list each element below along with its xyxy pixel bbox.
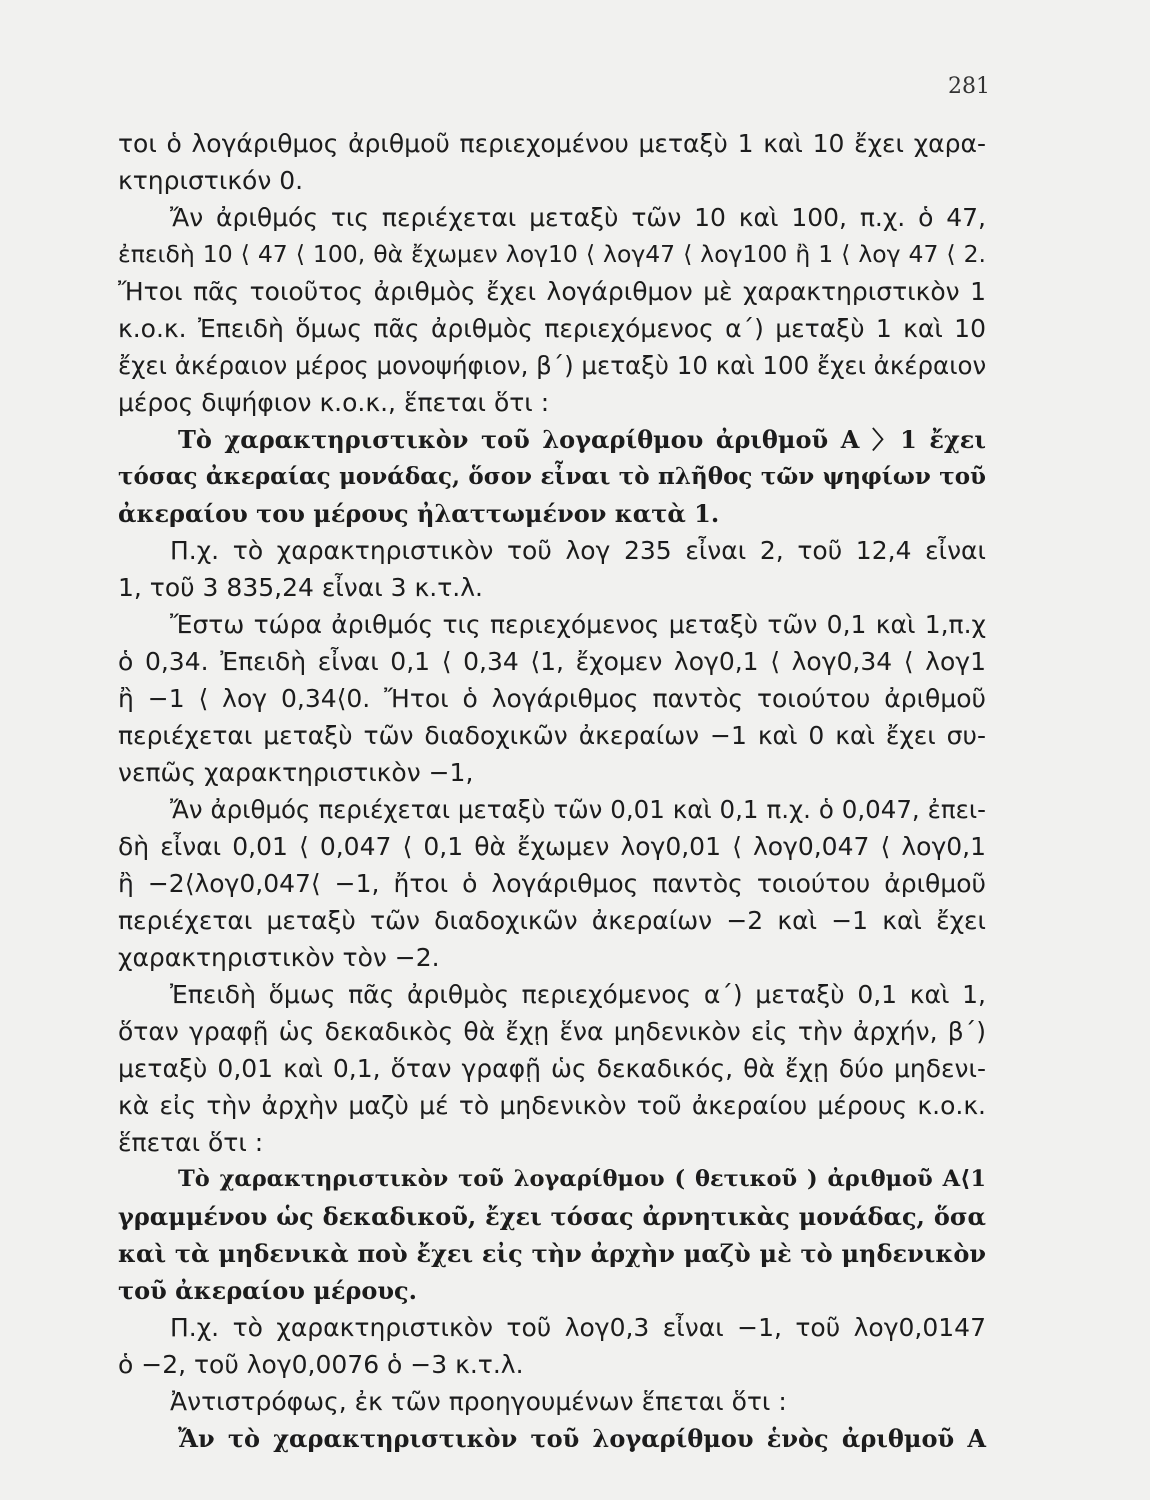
rule-text-line: γραμμένου ὡς δεκαδικοῦ, ἔχει τόσας ἀρνητικὰς μονάδας, ὅσα xyxy=(118,1202,986,1231)
body-text xyxy=(118,125,986,1457)
rule-text-line: τόσας ἀκεραίας μονάδας, ὅσον εἶναι τὸ πλῆθος τῶν ψηφίων τοῦ xyxy=(118,463,986,490)
text-line: κ.ο.κ. Ἐπειδὴ ὅμως πᾶς ἀριθμὸς περιεχόμενος α΄) μεταξὺ 1 καὶ 10 xyxy=(118,314,986,343)
page-number: 281 xyxy=(948,74,990,99)
text-line: κὰ εἰς τὴν ἀρχὴν μαζὺ μέ τὸ μηδενικὸν τοῦ ἀκεραίου μέρους κ.ο.κ. xyxy=(118,1091,986,1120)
text-line: ἕπεται ὅτι : xyxy=(118,1128,264,1157)
text-line: ἢ −2⟨λογ0,047⟨ −1, ἤτοι ὁ λογάριθμος παντὸς τοιούτου ἀριθμοῦ xyxy=(118,869,986,898)
text-line: περιέχεται μεταξὺ τῶν διαδοχικῶν ἀκεραίων −1 καὶ 0 καὶ ἔχει συ- xyxy=(118,721,986,750)
text-line: ὁ −2, τοῦ λογ0,0076 ὁ −3 κ.τ.λ. xyxy=(118,1350,524,1379)
text-line: μέρος διψήφιον κ.ο.κ., ἕπεται ὅτι : xyxy=(118,388,550,417)
rule-text-line: τοῦ ἀκεραίου μέρους. xyxy=(118,1276,418,1305)
text-line: Π.χ. τὸ χαρακτηριστικὸν τοῦ λογ 235 εἶναι 2, τοῦ 12,4 εἶναι xyxy=(170,536,986,565)
text-line: νεπῶς χαρακτηριστικὸν −1, xyxy=(118,758,474,787)
text-line: Ἤτοι πᾶς τοιοῦτος ἀριθμὸς ἔχει λογάριθμον μὲ χαρακτηριστικὸν 1 xyxy=(118,277,986,306)
text-line: τοι ὁ λογάριθμος ἀριθμοῦ περιεχομένου μεταξὺ 1 καὶ 10 ἔχει χαρα- xyxy=(118,129,986,158)
rule-text-line: καὶ τὰ μηδενικὰ ποὺ ἔχει εἰς τὴν ἀρχὴν μαζὺ μὲ τὸ μηδενικὸν xyxy=(118,1239,986,1268)
rule-text-line: Τὸ χαρακτηριστικὸν τοῦ λογαρίθμου ( θετικοῦ ) ἀριθμοῦ Α⟨1 xyxy=(178,1166,986,1192)
text-line: κτηριστικόν 0. xyxy=(118,166,304,195)
text-line: ἐπειδὴ 10 ⟨ 47 ⟨ 100, θὰ ἔχωμεν λογ10 ⟨ λογ47 ⟨ λογ100 ἢ 1 ⟨ λογ 47 ⟨ 2. xyxy=(118,240,986,268)
rule-text-line: Ἄν τὸ χαρακτηριστικὸν τοῦ λογαρίθμου ἑνὸς ἀριθμοῦ Α xyxy=(178,1424,986,1453)
text-line: 1, τοῦ 3 835,24 εἶναι 3 κ.τ.λ. xyxy=(118,573,483,602)
text-line: Ἀντιστρόφως, ἐκ τῶν προηγουμένων ἕπεται ὅτι : xyxy=(170,1387,787,1416)
text-line: περιέχεται μεταξὺ τῶν διαδοχικῶν ἀκεραίων −2 καὶ −1 καὶ ἔχει xyxy=(118,906,986,935)
rule-text-line: Τὸ χαρακτηριστικὸν τοῦ λογαρίθμου ἀριθμοῦ Α 〉1 ἔχει xyxy=(178,425,986,454)
text-line: ὅταν γραφῇ ὡς δεκαδικὸς θὰ ἔχῃ ἕνα μηδενικὸν εἰς τὴν ἀρχήν, β΄) xyxy=(118,1017,986,1046)
text-line: ἔχει ἀκέραιον μέρος μονοψήφιον, β΄) μεταξὺ 10 καὶ 100 ἔχει ἀκέραιον xyxy=(118,351,987,380)
text-line: μεταξὺ 0,01 καὶ 0,1, ὅταν γραφῇ ὡς δεκαδικός, θὰ ἔχῃ δύο μηδενι- xyxy=(118,1054,986,1083)
text-line: χαρακτηριστικὸν τὸν −2. xyxy=(118,943,440,972)
text-line: Ἔστω τώρα ἀριθμός τις περιεχόμενος μεταξὺ τῶν 0,1 καὶ 1,π.χ xyxy=(170,610,986,639)
text-line: Π.χ. τὸ χαρακτηριστικὸν τοῦ λογ0,3 εἶναι −1, τοῦ λογ0,0147 xyxy=(170,1313,986,1342)
text-line: Ἄν ἀριθμός περιέχεται μεταξὺ τῶν 0,01 καὶ 0,1 π.χ. ὁ 0,047, ἐπει- xyxy=(170,795,986,824)
text-line: ἢ −1 ⟨ λογ 0,34⟨0. Ἤτοι ὁ λογάριθμος παντὸς τοιούτου ἀριθμοῦ xyxy=(118,684,986,713)
rule-text-line: ἀκεραίου του μέρους ἠλαττωμένον κατὰ 1. xyxy=(118,499,720,528)
text-line: Ἄν ἀριθμός τις περιέχεται μεταξὺ τῶν 10 καὶ 100, π.χ. ὁ 47, xyxy=(170,203,986,232)
text-line: δὴ εἶναι 0,01 ⟨ 0,047 ⟨ 0,1 θὰ ἔχωμεν λογ0,01 ⟨ λογ0,047 ⟨ λογ0,1 xyxy=(118,832,986,861)
text-line: Ἐπειδὴ ὅμως πᾶς ἀριθμὸς περιεχόμενος α΄) μεταξὺ 0,1 καὶ 1, xyxy=(170,980,986,1009)
text-line: ὁ 0,34. Ἐπειδὴ εἶναι 0,1 ⟨ 0,34 ⟨1, ἔχομεν λογ0,1 ⟨ λογ0,34 ⟨ λογ1 xyxy=(118,647,986,676)
